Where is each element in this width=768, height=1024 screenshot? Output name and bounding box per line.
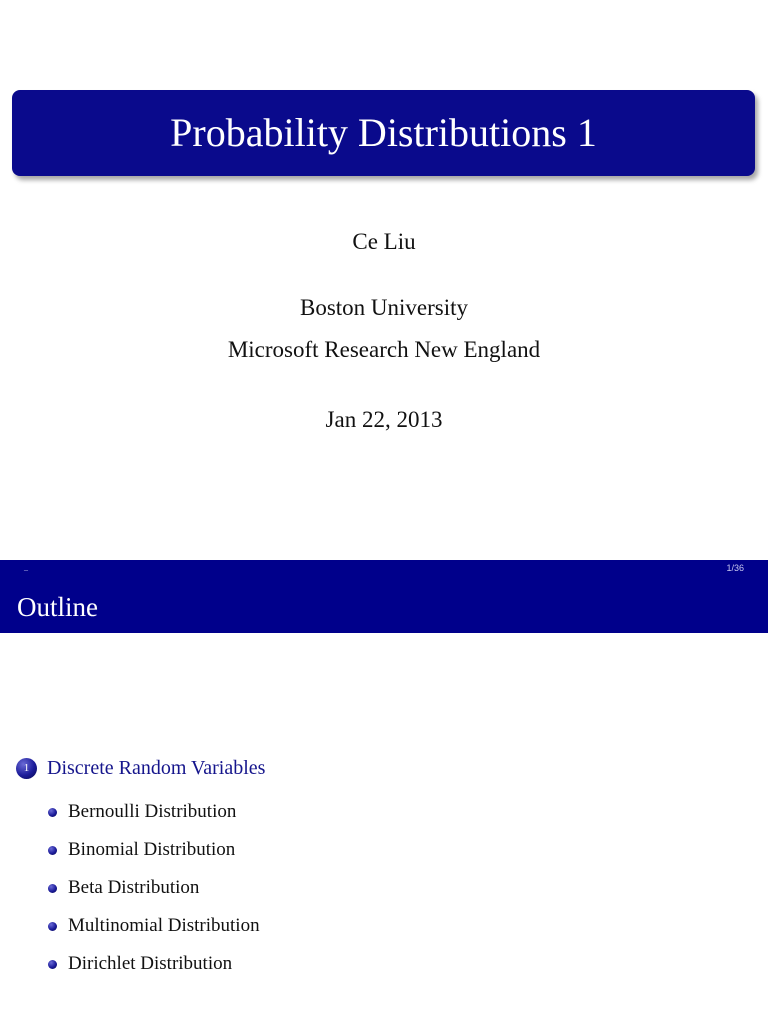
subsection-item [48,869,260,907]
presentation-date: Jan 22, 2013 [325,407,443,432]
header-nav-marker: – [24,565,28,574]
bullet-icon [48,846,57,855]
affiliation-research-lab: Microsoft Research New England [227,337,541,362]
subsection-label: Beta Distribution [68,877,200,898]
outline-section [16,756,265,780]
title-box [12,90,755,176]
subsection-item [48,945,260,983]
subsection-list [48,793,260,983]
subsection-item [48,831,260,869]
bullet-icon [48,922,57,931]
bullet-icon [48,884,57,893]
affiliation-university: Boston University [299,295,469,320]
section-number-ball: 1 [16,758,37,779]
subsection-item [48,793,260,831]
section-label: Discrete Random Variables [47,757,266,779]
subsection-item [48,907,260,945]
bullet-icon [48,808,57,817]
slide-header [0,560,768,633]
outline-slide [0,560,768,1024]
presentation-title: Probability Distributions 1 [170,110,597,155]
subsection-label: Multinomial Distribution [68,915,260,936]
slide-title: Outline [17,592,98,622]
subsection-label: Bernoulli Distribution [68,801,237,822]
author-name: Ce Liu [352,229,416,254]
subsection-label: Binomial Distribution [68,839,236,860]
bullet-icon [48,960,57,969]
subsection-label: Dirichlet Distribution [68,953,233,974]
page-counter: 1/36 [726,563,744,573]
